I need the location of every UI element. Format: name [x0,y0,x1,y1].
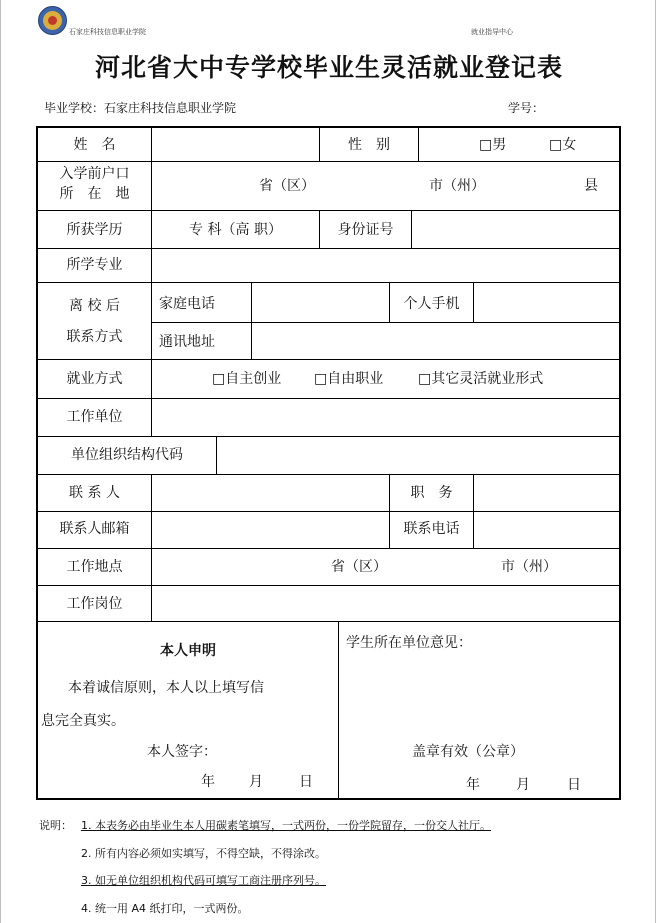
declaration-text-line2: 息完全真实。 [41,713,125,729]
work-province: 省（区） [331,559,387,575]
gender-label: 性 别 [348,137,390,153]
unit-opinion-title: 学生所在单位意见： [346,635,472,651]
notes-prefix: 说明： [39,819,72,832]
col-line [411,210,412,248]
mobile-label: 个人手机 [403,296,460,312]
row-line [36,621,621,622]
education-value: 专 科（高 职） [189,222,282,238]
col-line [216,436,217,474]
note-2: 2. 所有内容必须如实填写，不得空缺，不得涂改。 [81,847,326,860]
row-line [36,359,621,360]
row-line [151,322,621,323]
work-place-label: 工作地点 [66,559,123,575]
col-line [473,282,474,322]
table-border-bottom [36,798,621,800]
row-line [36,210,621,211]
student-number-label: 学号： [508,101,545,115]
form-title: 河北省大中专学校毕业生灵活就业登记表 [94,53,563,82]
contact-email-label: 联系人邮箱 [59,521,130,537]
unit-year: 年 [466,777,480,793]
row-line [36,474,621,475]
work-unit-label: 工作单位 [66,409,123,425]
unit-day: 日 [567,777,581,793]
note-1: 1. 本表务必由毕业生本人用碳素笔填写，一式两份，一份学院留存，一份交人社厅。 [81,819,491,832]
col-line [151,359,152,398]
row-line [36,161,621,162]
org-code-label: 单位组织结构代码 [71,447,183,463]
col-line [338,621,339,800]
col-line [251,282,252,359]
row-line [36,248,621,249]
table-border-right [619,126,621,800]
mode-self-employed-checkbox[interactable]: □自主创业 [212,371,282,387]
contact-phone-label: 联系电话 [403,521,460,537]
declaration-day: 日 [299,774,313,790]
school-logo [38,6,67,35]
hukou-province: 省（区） [259,178,315,194]
hukou-city: 市（州） [429,178,485,194]
gender-male-checkbox[interactable]: □男 [479,137,507,153]
declaration-title: 本人申明 [160,643,216,659]
row-line [36,511,621,512]
official-seal-note: 盖章有效（公章） [412,744,524,760]
declaration-year: 年 [201,774,215,790]
col-line [151,398,152,436]
declaration-text-line1: 本着诚信原则，本人以上填写信 [68,680,264,696]
row-line [36,585,621,586]
mode-freelance-checkbox[interactable]: □自由职业 [314,371,384,387]
education-label: 所获学历 [66,222,123,238]
mode-other-checkbox[interactable]: □其它灵活就业形式 [418,371,544,387]
name-label: 姓 名 [73,137,116,153]
table-border-top [36,126,621,128]
graduating-school: 毕业学校：石家庄科技信息职业学院 [44,101,237,115]
declaration-month: 月 [249,774,263,790]
hukou-label-line1: 入学前户口 [59,166,130,182]
row-line [36,436,621,437]
col-line [151,474,152,621]
note-3: 3. 如无单位组织机构代码可填写工商注册序列号。 [81,874,326,887]
id-number-label: 身份证号 [337,222,394,238]
signature-label: 本人签字： [147,744,217,760]
address-label: 通讯地址 [159,334,215,350]
row-line [36,282,621,283]
work-city: 市（州） [501,559,557,575]
header-center-name: 就业指导中心 [471,28,513,36]
note-4: 4. 统一用 A4 纸打印，一式两份。 [81,902,249,915]
col-line [473,474,474,548]
position-label: 职 务 [410,485,453,501]
contact-person-label: 联 系 人 [69,485,120,501]
col-line [418,126,419,161]
header-school-name: 石家庄科技信息职业学院 [69,28,146,36]
employment-mode-label: 就业方式 [66,371,123,387]
hukou-county: 县 [584,178,598,194]
gender-female-checkbox[interactable]: □女 [549,137,577,153]
contact-after-label-line1: 离 校 后 [69,298,120,314]
row-line [36,548,621,549]
row-line [36,398,621,399]
work-post-label: 工作岗位 [66,596,123,612]
hukou-label-line2: 所 在 地 [59,186,130,202]
home-phone-label: 家庭电话 [159,296,215,312]
major-label: 所学专业 [66,257,123,273]
col-line [151,126,152,359]
contact-after-label-line2: 联系方式 [66,329,123,345]
unit-month: 月 [516,777,530,793]
